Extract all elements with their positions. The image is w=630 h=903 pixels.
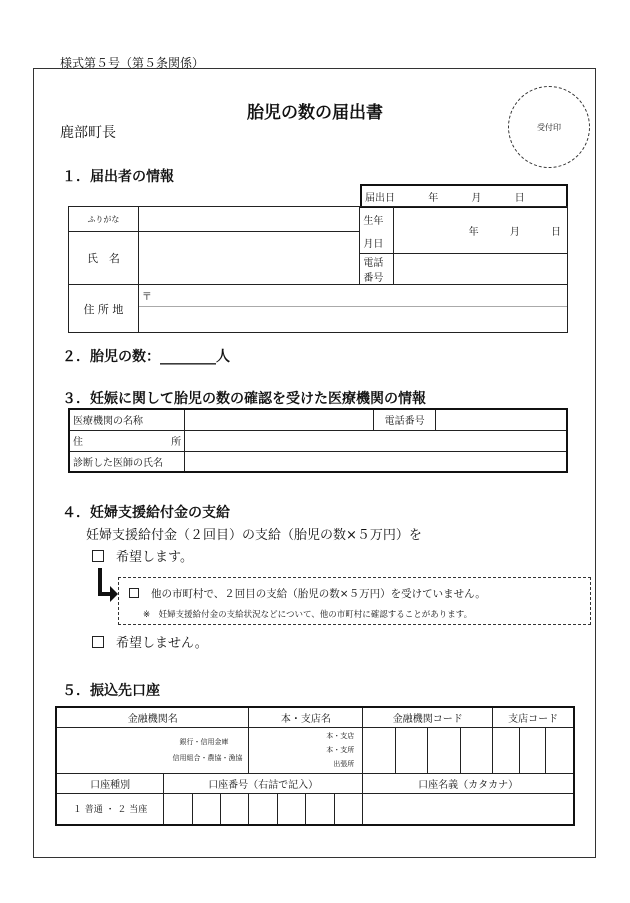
year-label: 年	[428, 192, 439, 204]
fetus-count-field[interactable]: ________	[160, 349, 216, 365]
applicant-table	[68, 206, 568, 333]
postal-mark: 〒	[141, 292, 152, 303]
name-field[interactable]	[138, 232, 359, 285]
reception-stamp-area	[508, 86, 590, 168]
other-city-label: 他の市町村で、２回目の支給（胎児の数×５万円）を受けていません。	[151, 588, 486, 600]
section-4-heading: ４．妊婦支援給付金の支給	[62, 505, 230, 521]
account-number-digit[interactable]	[334, 793, 362, 825]
inst-phone-label: 電話番号	[374, 409, 436, 430]
bank-code-digit[interactable]	[428, 727, 461, 773]
branch-type-2: 本・支所	[326, 746, 355, 754]
section-5-heading: ５．振込先口座	[62, 683, 160, 699]
option-yes-label: 希望します。	[116, 550, 193, 565]
account-number-digit[interactable]	[277, 793, 305, 825]
birth-month-label: 月	[509, 226, 520, 238]
bank-account-table	[55, 706, 575, 826]
birth-date-field[interactable]	[394, 207, 568, 254]
inst-phone-field[interactable]	[436, 409, 567, 430]
address-field[interactable]	[138, 307, 567, 333]
branch-type-3: 出張所	[333, 760, 355, 768]
filing-date[interactable]	[361, 185, 567, 207]
benefit-description: 妊婦支援給付金（２回目）の支給（胎児の数×５万円）を	[86, 528, 422, 543]
account-number-digit[interactable]	[164, 793, 192, 825]
name-label: 氏 名	[69, 232, 139, 285]
postal-field[interactable]	[138, 285, 567, 307]
inst-name-field[interactable]	[185, 409, 374, 430]
filing-date-table	[360, 184, 568, 208]
birth-year-label: 年	[468, 226, 479, 238]
branch-code-digit[interactable]	[519, 727, 545, 773]
filing-date-label: 届出日	[365, 192, 395, 204]
confirmation-note: ※ 妊婦支援給付金の支給状況などについて、他の市町村に確認することがあります。	[143, 610, 473, 620]
account-type-header: 口座種別	[56, 773, 164, 793]
birth-day-label: 日	[551, 226, 561, 238]
birth-label-2: 月日	[360, 232, 394, 254]
medical-institution-table	[68, 408, 568, 473]
inst-address-field[interactable]	[185, 430, 567, 451]
branch-code-digit[interactable]	[493, 727, 519, 773]
phone-field[interactable]	[394, 254, 568, 285]
branch-name-header: 本・支店名	[249, 707, 363, 727]
account-type-options[interactable]: １ 普通 ・ ２ 当座	[56, 793, 164, 825]
account-number-header: 口座番号（右詰で記入）	[164, 773, 363, 793]
account-number-digit[interactable]	[192, 793, 220, 825]
fetus-count-unit: 人	[216, 349, 230, 365]
bank-code-digit[interactable]	[460, 727, 493, 773]
branch-code-digit[interactable]	[546, 727, 574, 773]
section-3-heading: ３．妊娠に関して胎児の数の確認を受けた医療機関の情報	[62, 391, 426, 407]
checkbox-no[interactable]	[92, 636, 104, 648]
section-1-heading: １．届出者の情報	[62, 169, 174, 185]
fetus-count-label: ２．胎児の数：	[62, 349, 160, 365]
account-number-digit[interactable]	[306, 793, 334, 825]
account-number-digit[interactable]	[249, 793, 277, 825]
option-no-label: 希望しません。	[116, 636, 208, 651]
inst-name-label: 医療機関の名称	[69, 409, 185, 430]
birth-label-1: 生年	[360, 207, 394, 232]
addr-char-b: 所	[171, 437, 182, 448]
doctor-label: 診断した医師の氏名	[69, 451, 185, 472]
bank-code-digit[interactable]	[395, 727, 428, 773]
page-title: 胎児の数の届出書	[247, 103, 383, 123]
branch-name-field[interactable]	[249, 727, 363, 773]
addressee: 鹿部町長	[60, 125, 116, 141]
day-label: 日	[514, 192, 525, 204]
phone-label: 電話番号	[360, 254, 394, 285]
account-holder-field[interactable]	[363, 793, 574, 825]
option-yes[interactable]	[92, 546, 193, 565]
option-no[interactable]	[92, 632, 208, 651]
branch-code-header: 支店コード	[493, 707, 574, 727]
bank-code-header: 金融機関コード	[363, 707, 493, 727]
checkbox-yes[interactable]	[92, 550, 104, 562]
section-2-heading	[62, 346, 230, 366]
other-municipality-box	[118, 577, 591, 625]
account-number-digit[interactable]	[221, 793, 249, 825]
address-label: 住 所 地	[69, 285, 139, 333]
bank-name-field[interactable]	[56, 727, 249, 773]
month-label: 月	[471, 192, 482, 204]
bank-type-1: 銀行・信用金庫	[179, 738, 229, 746]
furigana-field[interactable]	[138, 207, 359, 232]
stamp-label: 受付印	[537, 122, 561, 132]
inst-address-label	[69, 430, 185, 451]
branch-type-1: 本・支店	[326, 732, 355, 740]
bank-name-header: 金融機関名	[56, 707, 249, 727]
bank-code-digit[interactable]	[363, 727, 396, 773]
doctor-field[interactable]	[185, 451, 567, 472]
account-holder-header: 口座名義（カタカナ）	[363, 773, 574, 793]
addr-char-a: 住	[73, 437, 83, 448]
form-code: 様式第５号（第５条関係）	[60, 56, 205, 70]
arrow-icon	[94, 566, 120, 604]
other-city-option[interactable]	[129, 586, 486, 601]
checkbox-other-city[interactable]	[129, 588, 139, 598]
furigana-label: ふりがな	[69, 207, 139, 232]
bank-type-2: 信用組合・農協・漁協	[172, 754, 243, 762]
